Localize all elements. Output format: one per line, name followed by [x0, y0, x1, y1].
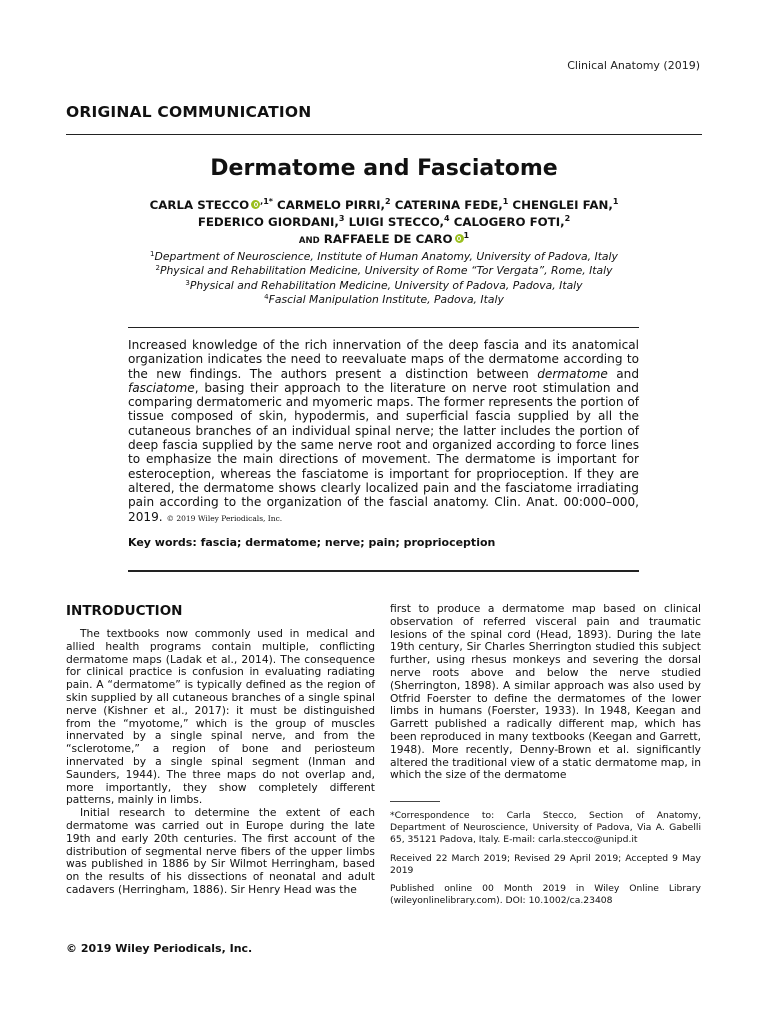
body-paragraph: first to produce a dermatome map based on clinical observation of referred visceral pain and traumatic lesions of the spinal cord (Head, 1893). During the late 19th century, Sir Charles Sherrington studied this subject further, using rhesus monkeys and severing the dorsal nerve roots above and below the nerve studied (Sherrington, 1898). A similar approach was also used by Otfrid Foerster to define the dermatomes of the lower limbs in humans (Foerster, 1933). In 1948, Keegan and Garrett published a radically different map, which has been reproduced in many textbooks (Keegan and Garrett, 1948). More recently, Denny-Brown et al. significantly altered the traditional view of a static dermatome map, in which the size of the dermatome: [390, 602, 701, 782]
keywords: Key words: fascia; dermatome; nerve; pain; proprioception: [128, 536, 496, 549]
publication-info: Published online 00 Month 2019 in Wiley Online Library (wileyonlinelibrary.com). DOI: 10.1002/ca.23408: [390, 883, 701, 907]
author-list: [0, 197, 768, 250]
author-affiliation-marker: 4: [444, 214, 450, 223]
affiliation-item: [0, 264, 768, 278]
and-connector: AND: [298, 236, 320, 246]
author-name: CARMELO PIRRI,: [272, 198, 386, 212]
affiliation-item: [0, 293, 768, 307]
abstract: [128, 338, 639, 526]
author-affiliation-marker: ,1*: [260, 197, 273, 206]
author-affiliation-marker: 2: [385, 197, 391, 206]
orcid-icon[interactable]: [251, 200, 260, 209]
affiliation-item: [0, 279, 768, 293]
abstract-text: and: [607, 366, 639, 381]
author-affiliation-marker: 1: [463, 231, 470, 240]
abstract-text: , basing their approach to the literature on nerve root stimulation and comparing dermatomeric and myomeric maps. The former represents the portion of tissue composed of skin, hypodermis, and superficial fascia supplied by all the cutaneous branches of an individual spinal nerve; the latter includes the portion of deep fascia supplied by the same nerve root and organized according to force lines to emphasize the main directions of movement. The dermatome is important for esteroception, whereas the fasciatome is important for proprioception. If they are altered, the dermatome shows clearly localized pain and the fasciatome irradiating pain according to the organization of the fascial anatomy. Clin. Anat. 00:000–000, 2019.: [128, 380, 639, 524]
correspondence-note: *Correspondence to: Carla Stecco, Section of Anatomy, Department of Neuroscience, University of Padova, Via A. Gabelli 65, 35121 Padova, Italy. E-mail: carla.stecco@unipd.it: [390, 810, 701, 846]
author-name: CARLA STECCO: [149, 198, 250, 212]
abstract-term-fasciatome: fasciatome: [128, 380, 195, 395]
author-name: CHENGLEI FAN,: [508, 198, 613, 212]
footer-copyright: © 2019 Wiley Periodicals, Inc.: [66, 942, 253, 955]
left-column: [66, 603, 375, 897]
author-line-1: [0, 197, 768, 214]
affiliation-item: [0, 250, 768, 264]
abstract-text: Increased knowledge of the rich innervation of the deep fascia and its anatomical organization indicates the need to reevaluate maps of the dermatome according to the new findings. The authors present a distinction between: [128, 338, 639, 381]
author-affiliation-marker: 1: [502, 197, 509, 206]
author-affiliation-marker: 2: [564, 214, 571, 223]
author-affiliation-marker: 3: [338, 214, 345, 223]
author-name: CALOGERO FOTI,: [449, 215, 565, 229]
abstract-term-dermatome: dermatome: [537, 366, 608, 381]
body-paragraph: Initial research to determine the extent of each dermatome was carried out in Europe during the late 19th and early 20th centuries. The first account of the distribution of segmental nerve fibers of the upper limbs was published in 1886 by Sir Wilmot Herringham, based on the results of his dissections of neonatal and adult cadavers (Herringham, 1886). Sir Henry Head was the: [66, 806, 375, 896]
author-name: LUIGI STECCO,: [344, 215, 445, 229]
article-title: Dermatome and Fasciatome: [210, 156, 558, 181]
section-label: ORIGINAL COMMUNICATION: [66, 103, 312, 121]
affiliation-number: 1: [150, 250, 155, 258]
footnote-divider: [390, 801, 440, 802]
header-divider: [66, 134, 702, 135]
author-name: RAFFAELE DE CARO: [319, 232, 453, 246]
affiliation-text: Physical and Rehabilitation Medicine, University of Padova, Padova, Italy: [189, 278, 583, 292]
abstract-copyright: © 2019 Wiley Periodicals, Inc.: [166, 513, 283, 523]
orcid-icon[interactable]: [455, 234, 464, 243]
affiliation-number: 3: [185, 278, 190, 287]
body-paragraph: The textbooks now commonly used in medical and allied health programs contain multiple, conflicting dermatome maps (Ladak et al., 2014). The consequence for clinical practice is confusion in evaluating radiating pain. A “dermatome” is typically defined as the region of skin supplied by all cutaneous branches of a single spinal nerve (Kishner et al., 2017): it must be distinguished from the “myotome,” which is the group of muscles innervated by a single spinal nerve, and from the “sclerotome,” a region of bone and periosteum innervated by a single spinal segment (Inman and Saunders, 1944). The three maps do not overlap and, more importantly, they show completely different patterns, mainly in limbs.: [66, 627, 375, 807]
right-column: [390, 603, 701, 782]
footnotes: [390, 810, 701, 913]
affiliation-number: 4: [264, 292, 269, 301]
author-affiliation-marker: 1: [612, 197, 619, 206]
abstract-bottom-divider: [128, 570, 639, 572]
author-name: FEDERICO GIORDANI,: [197, 215, 339, 229]
author-line-3: [0, 231, 768, 250]
affiliation-text: Physical and Rehabilitation Medicine, University of Rome “Tor Vergata”, Rome, Italy: [159, 264, 613, 278]
affiliation-list: [0, 250, 768, 307]
received-dates: Received 22 March 2019; Revised 29 April 2019; Accepted 9 May 2019: [390, 852, 701, 876]
author-line-2: [0, 214, 768, 231]
section-heading-introduction: INTRODUCTION: [66, 603, 183, 619]
affiliation-number: 2: [155, 264, 160, 273]
abstract-top-divider: [128, 327, 639, 328]
affiliation-text: Department of Neuroscience, Institute of Human Anatomy, University of Padova, Italy: [154, 250, 618, 263]
journal-reference: Clinical Anatomy (2019): [567, 59, 700, 72]
author-name: CATERINA FEDE,: [390, 198, 503, 212]
affiliation-text: Fascial Manipulation Institute, Padova, Italy: [268, 292, 504, 306]
